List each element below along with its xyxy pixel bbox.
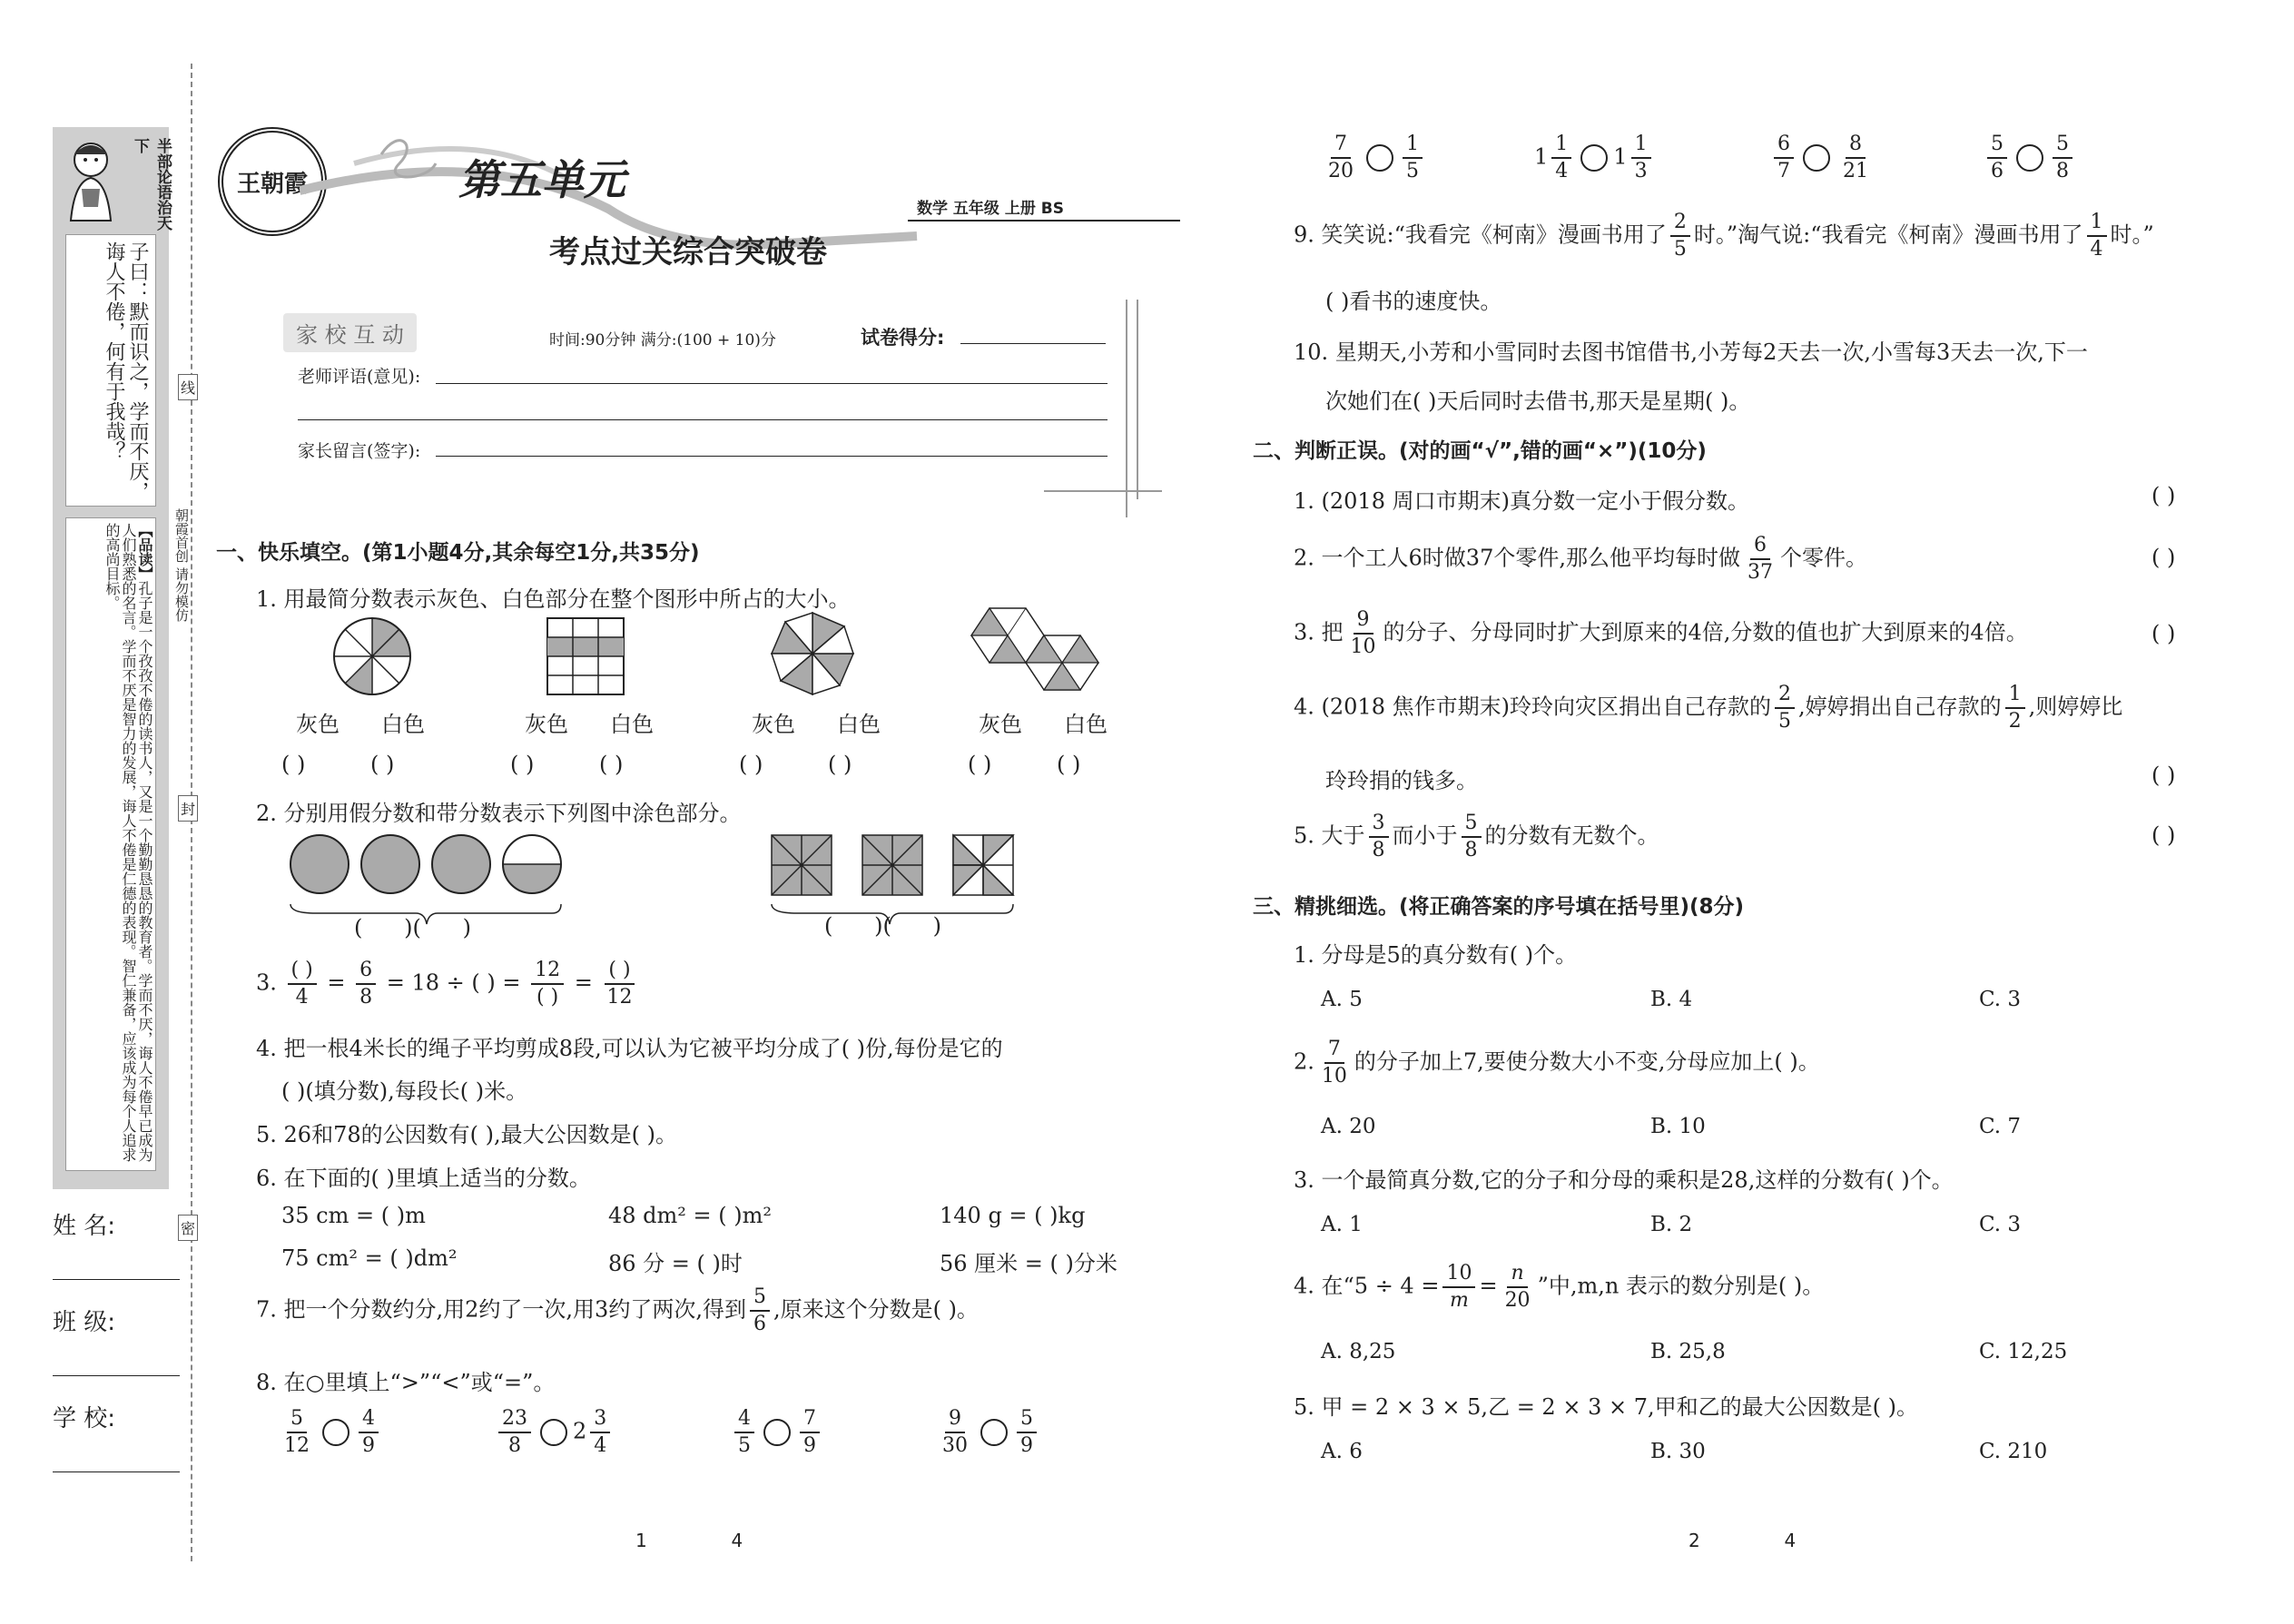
choice-4-part-a: 4. 在“5 ÷ 4 = — [1294, 1273, 1440, 1299]
q9-part-b: 时。”淘气说:“我看完《柯南》漫画书用了 — [1693, 221, 2083, 248]
q2-blanks-a[interactable]: ( )( ) — [354, 915, 471, 940]
q9-part-c: 时。” — [2110, 221, 2154, 248]
q8-6-left-whole: 1 — [1534, 143, 1549, 170]
judge-3-frac-num: 9 — [1354, 610, 1373, 635]
judge-2-answer[interactable]: ( ) — [2151, 545, 2176, 570]
q8-5-right-num: 1 — [1403, 134, 1423, 159]
right-page-number: 2 4 — [1689, 1530, 1797, 1551]
choice-2-part-b[interactable]: 的分子加上7,要使分数大小不变,分母应加上( )。 — [1354, 1048, 1820, 1075]
choice-4-part-b: = — [1479, 1273, 1498, 1299]
choice-3-a[interactable]: A. 1 — [1321, 1213, 1363, 1236]
q6-item-5[interactable]: 86 分 = ( )时 — [608, 1251, 743, 1276]
q10-line2[interactable]: 次她们在( )天后同时去借书,那天是星期( )。 — [1325, 389, 1751, 414]
q8-compare-2[interactable] — [495, 1409, 614, 1456]
choice-3-b[interactable]: B. 2 — [1650, 1213, 1693, 1236]
judge-4-answer[interactable]: ( ) — [2151, 763, 2176, 788]
q3-mid[interactable]: = 18 ÷ ( ) = — [386, 969, 521, 996]
q9-frac-1 — [1670, 212, 1690, 260]
parent-label: 家长留言(签字): — [298, 441, 421, 461]
q1-answer-blanks-7[interactable]: ( ) — [968, 752, 992, 777]
q8-3-left — [734, 1409, 754, 1456]
q1-answer-blanks-8[interactable]: ( ) — [1057, 752, 1081, 777]
judge-1-answer[interactable]: ( ) — [2151, 483, 2176, 508]
q8-5-left — [1324, 134, 1357, 182]
q8-1-left-den: 12 — [284, 1434, 310, 1457]
q8-2-right-num: 3 — [590, 1409, 610, 1433]
q8-compare-8[interactable] — [1984, 134, 2076, 182]
q1-answer-blanks-6[interactable]: ( ) — [828, 752, 852, 777]
q8-1-left — [281, 1409, 313, 1456]
q8-6-right-whole: 1 — [1613, 143, 1628, 170]
header-frame-v2 — [1137, 300, 1138, 499]
q3-frac-4-den: 12 — [606, 986, 633, 1009]
compare-circle[interactable] — [980, 1419, 1008, 1446]
teacher-line-2[interactable] — [298, 419, 1108, 420]
q7-prefix: 7. 把一个分数约分,用2约了一次,用3约了两次,得到 — [256, 1296, 746, 1323]
judge-3-part-a: 3. 把 — [1294, 619, 1344, 645]
choice-3[interactable]: 3. 一个最简真分数,它的分子和分母的乘积是28,这样的分数有( )个。 — [1294, 1167, 1954, 1193]
judge-5-answer[interactable]: ( ) — [2151, 822, 2176, 848]
q8-3-right-num: 7 — [800, 1409, 820, 1433]
section-2-title: 二、判断正误。(对的画“√”,错的画“×”)(10分) — [1253, 439, 1707, 463]
q8-compare-5[interactable] — [1321, 134, 1426, 182]
compare-circle[interactable] — [2016, 144, 2043, 172]
left-page-number: 1 4 — [635, 1530, 743, 1551]
q4-line1[interactable]: 4. 把一根4米长的绳子平均剪成8段,可以认为它被平均分成了( )份,每份是它的 — [256, 1036, 1003, 1061]
judge-4 — [1294, 684, 2122, 732]
class-field[interactable] — [53, 1304, 180, 1376]
choice-2-c[interactable]: C. 7 — [1979, 1115, 2022, 1138]
judge-3-part-b: 的分子、分母同时扩大到原来的4倍,分数的值也扩大到原来的4倍。 — [1383, 619, 2028, 645]
q9-text — [1294, 212, 2154, 260]
q8-1-right-num: 4 — [359, 1409, 379, 1433]
q8-2-right-den: 4 — [594, 1434, 607, 1457]
choice-4-frac-2 — [1501, 1264, 1534, 1311]
sidebar-pindu — [71, 523, 153, 1166]
choice-4-frac-1-den: m — [1450, 1289, 1469, 1312]
q3-frac-4-num[interactable]: ( ) — [605, 960, 634, 985]
q9-frac-2-den: 4 — [2090, 238, 2103, 261]
q3-frac-1-den: 4 — [295, 986, 309, 1009]
judge-5-part-b: 而小于 — [1392, 822, 1458, 849]
q8-6-right — [1631, 134, 1651, 182]
header-frame-h — [1044, 490, 1162, 492]
q8-compare-3[interactable] — [731, 1409, 823, 1456]
judge-4-frac-1 — [1775, 684, 1795, 732]
q3-frac-1-num[interactable]: ( ) — [288, 960, 317, 985]
judge-2 — [1294, 536, 1867, 583]
q8-3-right — [800, 1409, 820, 1456]
choice-1-a[interactable]: A. 5 — [1321, 988, 1363, 1011]
q8-1-right-den: 9 — [362, 1434, 375, 1457]
choice-5-c[interactable]: C. 210 — [1979, 1440, 2048, 1463]
q8-6-left-den: 4 — [1555, 160, 1569, 182]
judge-5-frac-1-den: 8 — [1372, 839, 1385, 861]
judge-4-frac-2-num: 1 — [2005, 684, 2025, 709]
choice-4-frac-2-den: 20 — [1504, 1289, 1531, 1312]
q9-frac-2 — [2087, 212, 2107, 260]
q8-5-right — [1403, 134, 1423, 182]
judge-2-frac-num: 6 — [1750, 536, 1770, 560]
compare-circle[interactable] — [540, 1419, 567, 1446]
judge-2-part-a: 2. 一个工人6时做37个零件,那么他平均每时做 — [1294, 545, 1740, 571]
pindu-label: 【品读】 — [136, 523, 153, 581]
q8-8-left — [1987, 134, 2007, 182]
choice-5[interactable]: 5. 甲 = 2 × 3 × 5,乙 = 2 × 3 × 7,甲和乙的最大公因数是( )。 — [1294, 1394, 1918, 1420]
teacher-label: 老师评语(意见): — [298, 367, 421, 387]
q8-7-left-den: 7 — [1777, 160, 1790, 182]
choice-3-c[interactable]: C. 3 — [1979, 1213, 2022, 1236]
unit-title: 第五单元 — [458, 155, 625, 204]
section-3-title: 三、精挑细选。(将正确答案的序号填在括号里)(8分) — [1253, 895, 1745, 919]
q3-frac-3-num: 12 — [531, 960, 564, 985]
choice-2-a[interactable]: A. 20 — [1321, 1115, 1376, 1138]
q7-frac — [750, 1287, 770, 1334]
judge-5-frac-2-den: 8 — [1464, 839, 1478, 861]
q8-1-right — [359, 1409, 379, 1456]
q3-frac-2-den: 8 — [359, 986, 373, 1009]
q3-frac-3[interactable] — [531, 960, 564, 1008]
gray-label-3: 灰色 — [752, 712, 795, 737]
q7-suffix[interactable]: ,原来这个分数是( )。 — [773, 1296, 979, 1323]
judge-4-frac-2 — [2005, 684, 2025, 732]
choice-1-c[interactable]: C. 3 — [1979, 988, 2022, 1011]
choice-2-frac-den: 10 — [1321, 1065, 1347, 1088]
q3-frac-3-den[interactable]: ( ) — [537, 986, 559, 1009]
choice-1-b[interactable]: B. 4 — [1650, 988, 1693, 1011]
q8-compare-6[interactable] — [1534, 134, 1655, 182]
choice-4-c[interactable]: C. 12,25 — [1979, 1340, 2068, 1363]
home-school-label: 家 校 互 动 — [283, 313, 417, 352]
q8-compare-7[interactable] — [1770, 134, 1876, 182]
q8-compare-4[interactable] — [935, 1409, 1040, 1456]
judge-4-line2: 玲玲捐的钱多。 — [1325, 768, 1478, 793]
q6-item-2[interactable]: 48 dm² = ( )m² — [608, 1203, 773, 1228]
score-blank[interactable] — [960, 343, 1106, 344]
judge-3-frac-den: 10 — [1350, 635, 1376, 658]
q8-8-left-den: 6 — [1991, 160, 2004, 182]
cut-mark-3: 密 — [178, 1215, 198, 1241]
parent-line[interactable] — [436, 456, 1108, 457]
q2-blanks-b[interactable]: ( )( ) — [824, 913, 941, 939]
name-field[interactable] — [53, 1207, 180, 1280]
compare-circle[interactable] — [1580, 144, 1608, 172]
choice-2-part-a: 2. — [1294, 1048, 1314, 1075]
q6-item-3[interactable]: 140 g = ( )kg — [940, 1203, 1086, 1228]
q8-8-right-num: 5 — [2053, 134, 2072, 159]
compare-circle[interactable] — [322, 1419, 350, 1446]
judge-5-frac-2 — [1462, 813, 1482, 861]
q9-line2[interactable]: ( )看书的速度快。 — [1325, 289, 1502, 314]
q8-6-right-den: 3 — [1634, 160, 1648, 182]
q8-3-right-den: 9 — [803, 1434, 816, 1457]
gray-label-2: 灰色 — [525, 712, 568, 737]
q6-item-1[interactable]: 35 cm = ( )m — [281, 1203, 426, 1228]
judge-5-part-a: 5. 大于 — [1294, 822, 1365, 849]
sidebar-quote: 子曰：默而识之，学而不厌，诲人不倦，何有于我哉？ — [103, 241, 149, 501]
judge-3-answer[interactable]: ( ) — [2151, 621, 2176, 646]
q8-4-left — [939, 1409, 971, 1456]
q9-frac-1-den: 5 — [1673, 238, 1687, 261]
q8-7-right — [1839, 134, 1872, 182]
q9-frac-1-num: 2 — [1670, 212, 1690, 237]
choice-2[interactable] — [1294, 1039, 1820, 1087]
choice-4-frac-2-num: n — [1507, 1264, 1527, 1288]
pindu-text: 孔子是一个孜孜不倦的读书人，又是一个勤勤恳恳的教育者。学而不厌，诲人不倦早已成为人们熟悉的名言。学而不厌是智力的发展，诲人不倦是仁德的表现。智仁兼备，应该成为每个人追求的高尚目标。 — [103, 523, 153, 1162]
q3-equation[interactable]: 3. $\frac{( )}{4}$ = $\frac{6}{8}$ = 18 ÷ ( ) = $\frac{12}{( )}$ = $\frac{( )}{12}$ — [256, 960, 640, 1008]
cut-mark-2: 封 — [178, 795, 198, 822]
header-frame-v — [1126, 300, 1127, 517]
q1-answer-blanks-1[interactable]: ( ) — [281, 752, 306, 777]
score-label: 试卷得分: — [861, 327, 945, 349]
q8-6-left — [1551, 134, 1571, 182]
q8-5-right-den: 5 — [1406, 160, 1419, 182]
compare-circle[interactable] — [1366, 144, 1393, 172]
q3-frac-4[interactable] — [604, 960, 636, 1008]
q8-2-left-den: 8 — [508, 1434, 521, 1457]
q3-frac-1[interactable] — [288, 960, 317, 1008]
q8-6-left-num: 1 — [1551, 134, 1571, 159]
q8-3-left-den: 5 — [738, 1434, 751, 1457]
choice-4-b[interactable]: B. 25,8 — [1650, 1340, 1726, 1363]
gray-label-1: 灰色 — [296, 712, 340, 737]
figure-hexagons — [967, 604, 1103, 708]
q9-part-a: 9. 笑笑说:“我看完《柯南》漫画书用了 — [1294, 221, 1667, 248]
teacher-line-1[interactable] — [436, 383, 1108, 384]
section-1-title: 一、快乐填空。(第1小题4分,其余每空1分,共35分) — [216, 541, 700, 565]
judge-3-frac — [1347, 610, 1380, 657]
judge-4-frac-1-num: 2 — [1775, 684, 1795, 709]
choice-2-b[interactable]: B. 10 — [1650, 1115, 1706, 1138]
choice-4-a[interactable]: A. 8,25 — [1321, 1340, 1396, 1363]
q7-frac-den: 6 — [753, 1313, 766, 1335]
judge-4-frac-1-den: 5 — [1777, 710, 1791, 733]
choice-2-frac — [1318, 1039, 1351, 1087]
course-info-line — [908, 220, 1180, 221]
q1-answer-blanks-4[interactable]: ( ) — [599, 752, 624, 777]
q8-2-left — [498, 1409, 531, 1456]
q8-7-right-den: 21 — [1843, 160, 1868, 182]
school-field[interactable] — [53, 1400, 180, 1472]
judge-1: 1. (2018 周口市期末)真分数一定小于假分数。 — [1294, 488, 1749, 514]
choice-4-frac-1-num: 10 — [1442, 1264, 1475, 1288]
choice-1[interactable]: 1. 分母是5的真分数有( )个。 — [1294, 942, 1578, 968]
brand-note: 朝霞首创 请勿模仿 — [173, 508, 190, 622]
q6-item-4[interactable]: 75 cm² = ( )dm² — [281, 1245, 458, 1271]
q7-frac-num: 5 — [750, 1287, 770, 1312]
q8-8-right — [2053, 134, 2072, 182]
sidebar — [53, 127, 172, 1189]
judge-5-frac-1 — [1369, 813, 1389, 861]
judge-2-frac-den: 37 — [1747, 561, 1773, 584]
choice-5-b[interactable]: B. 30 — [1650, 1440, 1706, 1463]
figure-grid-twelfths — [545, 615, 626, 697]
q8-compare-1[interactable] — [277, 1409, 382, 1456]
q8-7-left-num: 6 — [1774, 134, 1794, 159]
exam-subtitle: 考点过关综合突破卷 — [549, 234, 827, 271]
q8-8-left-num: 5 — [1987, 134, 2007, 159]
compare-circle[interactable] — [1803, 144, 1830, 172]
q8-1-left-num: 5 — [287, 1409, 307, 1433]
white-label-3: 白色 — [837, 712, 881, 737]
q8-6-right-num: 1 — [1631, 134, 1651, 159]
q8-7-right-num: 8 — [1846, 134, 1866, 159]
judge-4-part-c: ,则婷婷比 — [2028, 694, 2123, 720]
q1-answer-blanks-5[interactable]: ( ) — [739, 752, 763, 777]
q1-answer-blanks-3[interactable]: ( ) — [510, 752, 535, 777]
q3-frac-2-num: 6 — [356, 960, 376, 985]
judge-2-frac — [1744, 536, 1777, 583]
sidebar-top-title: 半部论语治天下 — [131, 138, 172, 231]
q6-text: 6. 在下面的( )里填上适当的分数。 — [256, 1166, 591, 1191]
q8-2-right — [590, 1409, 610, 1456]
choice-4-frac-1 — [1442, 1264, 1475, 1311]
q8-7-left — [1774, 134, 1794, 182]
q8-4-right-den: 9 — [1020, 1434, 1033, 1457]
q8-text: 8. 在○里填上“>”“<”或“=”。 — [256, 1370, 556, 1395]
white-label-1: 白色 — [381, 712, 425, 737]
course-info: 数学 五年级 上册 BS — [917, 200, 1064, 218]
judge-3 — [1294, 610, 2028, 657]
choice-2-frac-num: 7 — [1324, 1039, 1344, 1064]
q9-frac-2-num: 1 — [2087, 212, 2107, 237]
q8-4-left-num: 9 — [945, 1409, 965, 1433]
compare-circle[interactable] — [763, 1419, 791, 1446]
q4-line2[interactable]: ( )(填分数),每段长( )米。 — [281, 1078, 528, 1104]
choice-5-a[interactable]: A. 6 — [1321, 1440, 1363, 1463]
q1-answer-blanks-2[interactable]: ( ) — [370, 752, 395, 777]
q8-5-left-num: 7 — [1331, 134, 1351, 159]
judge-4-frac-2-den: 2 — [2008, 710, 2022, 733]
figure-circle-eighths — [331, 615, 413, 697]
q8-4-right — [1017, 1409, 1037, 1456]
q10-line1: 10. 星期天,小芳和小雪同时去图书馆借书,小芳每2天去一次,小雪每3天去一次,下一 — [1294, 340, 2088, 365]
school-label: 学 校: — [53, 1405, 116, 1432]
q2-text: 2. 分别用假分数和带分数表示下列图中涂色部分。 — [256, 801, 742, 826]
gray-label-4: 灰色 — [979, 712, 1022, 737]
choice-4-part-c[interactable]: ”中,m,n 表示的数分别是( )。 — [1537, 1273, 1825, 1299]
q8-4-left-den: 30 — [942, 1434, 968, 1457]
time-info: 时间:90分钟 满分:(100 + 10)分 — [549, 331, 776, 349]
name-label: 姓 名: — [53, 1213, 116, 1240]
white-label-2: 白色 — [610, 712, 654, 737]
judge-2-part-b: 个零件。 — [1779, 545, 1867, 571]
q8-2-right-whole: 2 — [573, 1418, 587, 1444]
q6-item-6[interactable]: 56 厘米 = ( )分米 — [940, 1251, 1117, 1276]
q1-text: 1. 用最简分数表示灰色、白色部分在整个图形中所占的大小。 — [256, 586, 851, 612]
choice-4[interactable] — [1294, 1264, 1824, 1311]
q3-frac-2 — [356, 960, 376, 1008]
white-label-4: 白色 — [1064, 712, 1108, 737]
figure-pinwheel — [767, 608, 858, 699]
confucius-illustration — [58, 134, 123, 225]
judge-5-frac-2-num: 5 — [1462, 813, 1482, 838]
q8-3-left-num: 4 — [734, 1409, 754, 1433]
judge-4-part-a: 4. (2018 焦作市期末)玲玲向灾区捐出自己存款的 — [1294, 694, 1771, 720]
q7-text[interactable] — [256, 1287, 979, 1334]
cut-mark-1: 线 — [178, 374, 198, 400]
judge-5 — [1294, 813, 1659, 861]
q8-5-left-den: 20 — [1328, 160, 1354, 182]
q5-text[interactable]: 5. 26和78的公因数有( ),最大公因数是( )。 — [256, 1122, 677, 1147]
logo-text: 王朝霞 — [236, 170, 308, 198]
q8-4-right-num: 5 — [1017, 1409, 1037, 1433]
class-label: 班 级: — [53, 1309, 116, 1336]
judge-4-part-b: ,婷婷捐出自己存款的 — [1797, 694, 2002, 720]
judge-5-part-c: 的分数有无数个。 — [1484, 822, 1659, 849]
q3-number: 3. — [256, 969, 277, 996]
judge-5-frac-1-num: 3 — [1369, 813, 1389, 838]
q8-8-right-den: 8 — [2056, 160, 2069, 182]
q8-2-left-num: 23 — [498, 1409, 531, 1433]
